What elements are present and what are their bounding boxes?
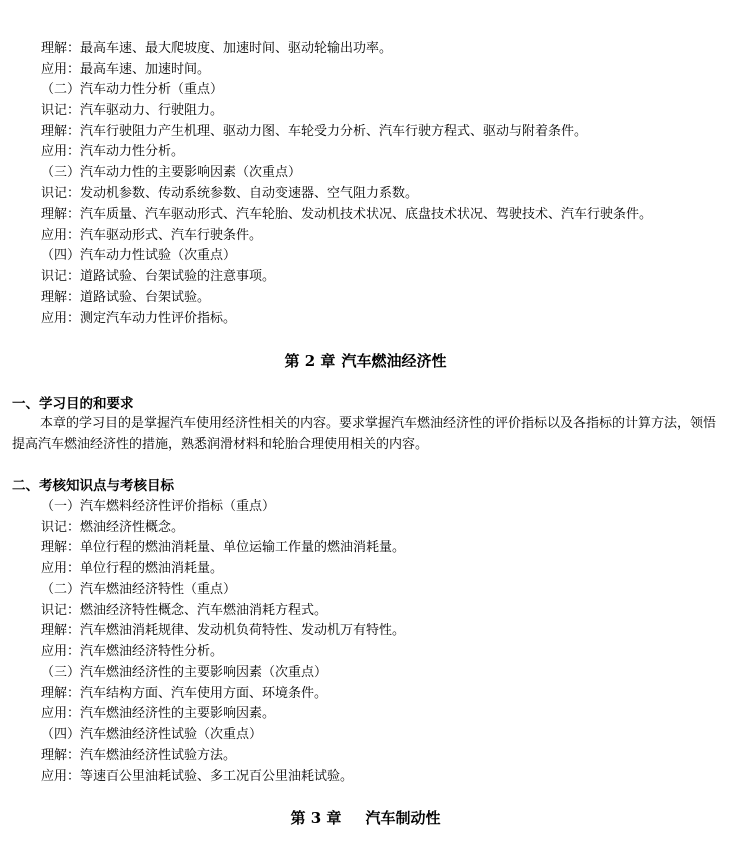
text-line: 理解：道路试验、台架试验。 (41, 290, 211, 305)
chapter-number: 第 2 章 (284, 352, 336, 370)
chapter-title (0, 807, 731, 829)
section-paragraph: 本章的学习目的是掌握汽车使用经济性相关的内容。要求掌握汽车燃油经济性的评价指标以及各指标的计算方法，领悟提高汽车燃油经济性的措施，熟悉润滑材料和轮胎合理使用相关的内容。 (12, 416, 717, 452)
subsection-title: （二）汽车动力性分析（重点） (41, 82, 224, 97)
text-line: 应用：汽车动力性分析。 (41, 144, 185, 159)
text-line: 应用：测定汽车动力性评价指标。 (41, 311, 237, 326)
text-line: 理解：单位行程的燃油消耗量、单位运输工作量的燃油消耗量。 (41, 540, 406, 555)
subsection-title: （四）汽车动力性试验（次重点） (41, 248, 237, 263)
chapter-number: 第 3 章 (290, 809, 342, 827)
text-line: 理解：最高车速、最大爬坡度、加速时间、驱动轮输出功率。 (41, 41, 393, 56)
subsection-title: （三）汽车动力性的主要影响因素（次重点） (41, 165, 302, 180)
text-line: 理解：汽车质量、汽车驱动形式、汽车轮胎、发动机技术状况、底盘技术状况、驾驶技术、汽车行驶条件。 (41, 207, 653, 222)
subsection-title: （三）汽车燃油经济性的主要影响因素（次重点） (41, 665, 328, 680)
text-line: 识记：汽车驱动力、行驶阻力。 (41, 103, 224, 118)
text-line: 应用：汽车驱动形式、汽车行驶条件。 (41, 228, 263, 243)
text-line: 应用：汽车燃油经济性的主要影响因素。 (41, 706, 276, 721)
subsection-title: （二）汽车燃油经济特性（重点） (41, 582, 237, 597)
section-heading: 一、学习目的和要求 (12, 396, 134, 412)
subsection-title: （四）汽车燃油经济性试验（次重点） (41, 727, 263, 742)
text-line: 应用：等速百公里油耗试验、多工况百公里油耗试验。 (41, 769, 354, 784)
text-line: 识记：燃油经济性概念。 (41, 520, 185, 535)
chapter-name: 汽车制动性 (365, 809, 441, 827)
text-line: 应用：最高车速、加速时间。 (41, 62, 211, 77)
section-heading: 二、考核知识点与考核目标 (12, 478, 174, 494)
text-line: 应用：单位行程的燃油消耗量。 (41, 561, 224, 576)
chapter-name: 汽车燃油经济性 (341, 352, 447, 370)
subsection-title: （一）汽车燃料经济性评价指标（重点） (41, 499, 276, 514)
text-line: 理解：汽车燃油消耗规律、发动机负荷特性、发动机万有特性。 (41, 623, 406, 638)
text-line: 理解：汽车结构方面、汽车使用方面、环境条件。 (41, 686, 328, 701)
chapter-title (0, 350, 731, 372)
text-line: 识记：道路试验、台架试验的注意事项。 (41, 269, 276, 284)
text-line: 理解：汽车燃油经济性试验方法。 (41, 748, 237, 763)
text-line: 应用：汽车燃油经济特性分析。 (41, 644, 224, 659)
text-line: 识记：燃油经济特性概念、汽车燃油消耗方程式。 (41, 603, 328, 618)
text-line: 理解：汽车行驶阻力产生机理、驱动力图、车轮受力分析、汽车行驶方程式、驱动与附着条件。 (41, 124, 588, 139)
text-line: 识记：发动机参数、传动系统参数、自动变速器、空气阻力系数。 (41, 186, 419, 201)
